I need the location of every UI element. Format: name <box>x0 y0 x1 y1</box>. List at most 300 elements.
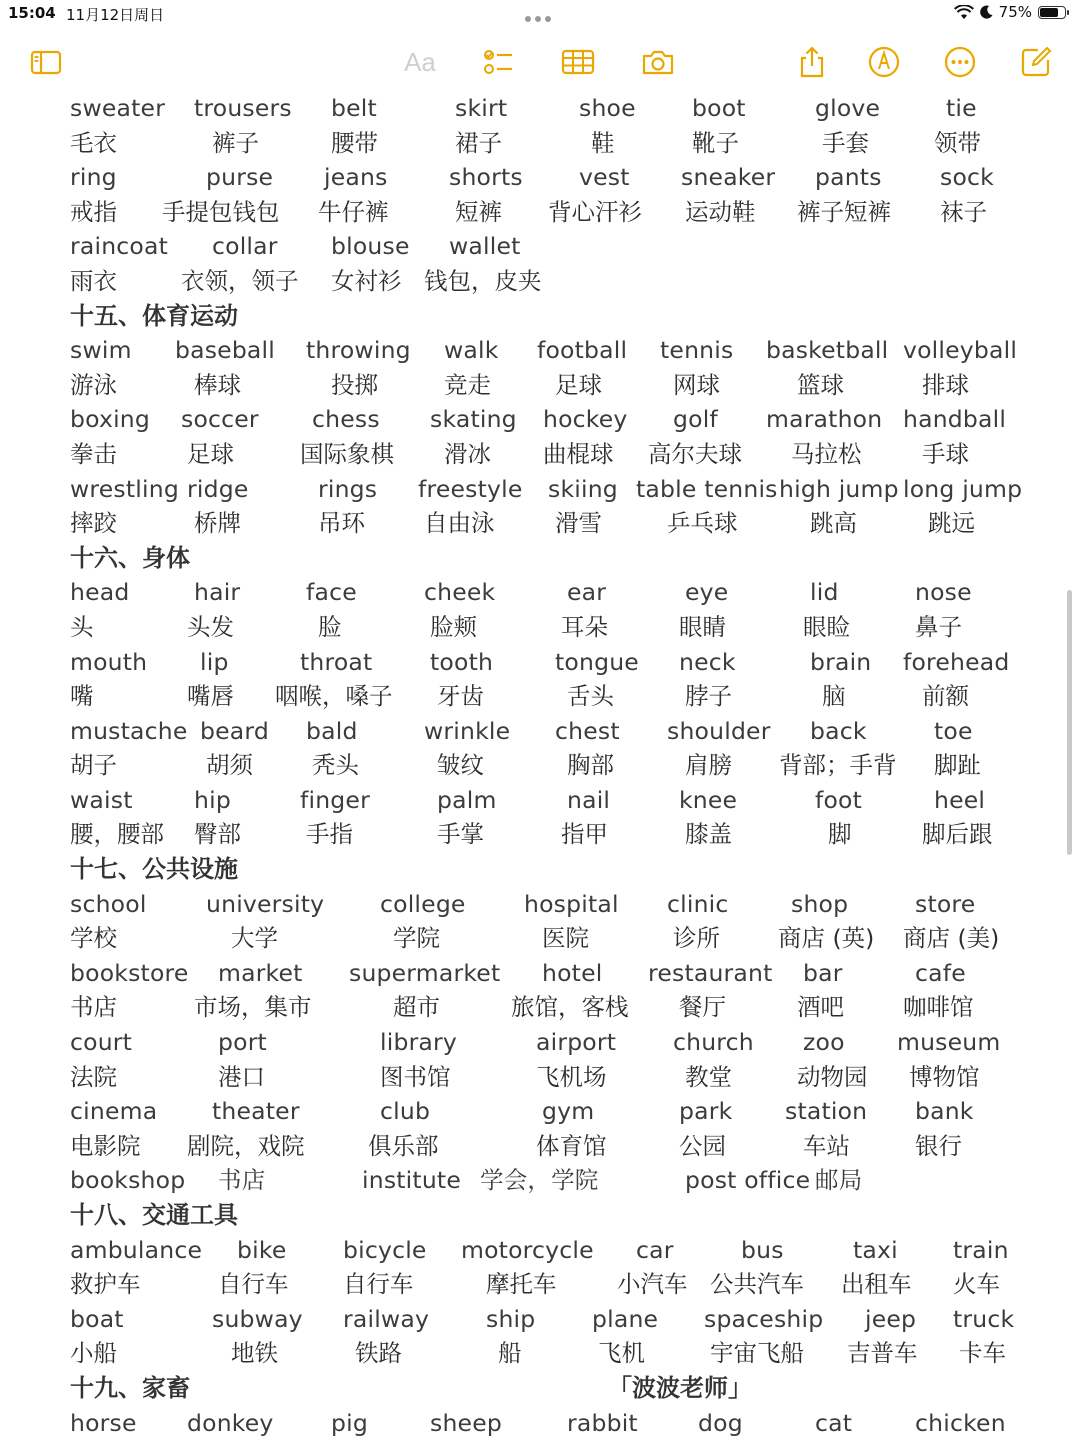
word-en: pants <box>815 163 882 192</box>
word-zh: 腰，腰部 <box>70 820 164 849</box>
section-title: 十八、交通工具 <box>70 1201 238 1229</box>
word-en: park <box>679 1097 733 1126</box>
word-zh: 市场，集市 <box>194 993 312 1022</box>
word-en: lid <box>810 578 839 607</box>
word-zh: 皱纹 <box>437 751 484 780</box>
vocab-row-en <box>0 714 1060 749</box>
word-en: volleyball <box>903 336 1018 365</box>
word-zh: 裤子短裤 <box>797 197 891 226</box>
vocab-row-en <box>0 333 1060 368</box>
word-en: eye <box>685 578 729 607</box>
word-zh: 膝盖 <box>685 820 732 849</box>
word-en: hockey <box>543 405 628 434</box>
word-en: blouse <box>331 232 410 261</box>
vocab-row-zh <box>0 1267 1060 1302</box>
word-en: club <box>380 1097 431 1126</box>
word-zh: 餐厅 <box>679 993 726 1022</box>
vocab-row-zh <box>0 679 1060 714</box>
word-en: cat <box>815 1408 853 1437</box>
word-en: port <box>218 1028 267 1057</box>
word-zh: 图书馆 <box>380 1062 451 1091</box>
word-en: railway <box>343 1304 430 1333</box>
word-zh: 雨衣 <box>70 266 117 295</box>
word-en: court <box>70 1028 133 1057</box>
word-zh: 裙子 <box>455 128 502 157</box>
word-en: marathon <box>766 405 883 434</box>
word-en: skiing <box>548 474 618 503</box>
vocab-row-en <box>0 472 1060 507</box>
word-en: knee <box>679 785 738 814</box>
word-en: airport <box>536 1028 617 1057</box>
word-en: high jump <box>779 474 899 503</box>
markup-pen-icon[interactable] <box>864 42 904 82</box>
word-en: college <box>380 889 466 918</box>
word-zh: 自由泳 <box>424 509 495 538</box>
vocab-row-en <box>0 229 1060 264</box>
word-zh: 小船 <box>70 1339 117 1368</box>
word-en: museum <box>897 1028 1001 1057</box>
word-en: collar <box>212 232 278 261</box>
word-zh: 女衬衫 <box>331 266 402 295</box>
word-en: wallet <box>449 232 521 261</box>
word-zh: 学会，学院 <box>480 1166 599 1195</box>
word-en: trousers <box>194 94 292 122</box>
word-zh: 投掷 <box>331 370 378 399</box>
word-zh: 银行 <box>915 1131 962 1160</box>
word-en: subway <box>212 1304 303 1333</box>
word-zh: 自行车 <box>218 1270 289 1299</box>
word-en: sweater <box>70 94 166 122</box>
word-en: glove <box>815 94 881 122</box>
word-en: theater <box>212 1097 300 1126</box>
word-en: truck <box>953 1304 1015 1333</box>
word-en: rings <box>318 474 378 503</box>
word-zh: 牙齿 <box>437 682 484 711</box>
word-zh: 短裤 <box>455 197 502 226</box>
word-en: gym <box>542 1097 595 1126</box>
watermark-text: 「波波老师」 <box>608 1373 752 1402</box>
word-en: donkey <box>187 1408 274 1437</box>
word-zh: 博物馆 <box>909 1062 980 1091</box>
word-zh: 眼睛 <box>679 612 726 641</box>
word-en: mouth <box>70 647 148 676</box>
word-zh: 乒乓球 <box>667 509 738 538</box>
section-heading-livestock <box>0 1371 1060 1406</box>
word-en: hip <box>194 785 231 814</box>
section-heading-body <box>0 541 1060 576</box>
word-zh: 商店 (美) <box>903 924 1000 953</box>
word-en: wrinkle <box>424 716 511 745</box>
word-en: shoe <box>579 94 636 122</box>
word-en: cafe <box>915 958 966 987</box>
word-en: beard <box>200 716 269 745</box>
word-zh: 电影院 <box>70 1131 141 1160</box>
format-text-button[interactable]: Aa <box>404 46 436 77</box>
word-en: swim <box>70 336 132 365</box>
vocab-row-zh <box>0 990 1060 1025</box>
vocab-row-zh <box>0 921 1060 956</box>
word-zh: 臀部 <box>194 820 241 849</box>
word-en: walk <box>444 336 499 365</box>
word-zh: 手球 <box>922 439 969 468</box>
word-en: boot <box>692 94 746 122</box>
vocab-row-en <box>0 783 1060 818</box>
word-en: lip <box>200 647 229 676</box>
word-en: head <box>70 578 130 607</box>
vocab-row-zh <box>0 748 1060 783</box>
word-zh: 书店 <box>70 993 117 1022</box>
word-en: ridge <box>187 474 249 503</box>
vocab-row-en <box>0 402 1060 437</box>
word-zh: 教堂 <box>685 1062 732 1091</box>
word-zh: 酒吧 <box>797 993 844 1022</box>
word-en: bar <box>803 958 843 987</box>
word-zh: 钱包，皮夹 <box>424 266 542 295</box>
word-en: chicken <box>915 1408 1006 1437</box>
word-en: ring <box>70 163 117 192</box>
word-zh: 袜子 <box>940 197 987 226</box>
vocab-row-zh <box>0 437 1060 472</box>
camera-icon[interactable] <box>638 42 678 82</box>
word-en: foot <box>815 785 863 814</box>
word-zh: 吊环 <box>318 509 365 538</box>
word-zh: 曲棍球 <box>543 439 614 468</box>
word-zh: 咖啡馆 <box>903 993 974 1022</box>
word-zh: 咽喉，嗓子 <box>275 682 393 711</box>
vocab-row-zh <box>0 126 1060 161</box>
word-zh: 手提包钱包 <box>162 197 280 226</box>
word-en: shop <box>791 889 849 918</box>
word-en: finger <box>300 785 370 814</box>
word-en: train <box>953 1235 1009 1264</box>
word-zh: 车站 <box>803 1131 850 1160</box>
word-en: tie <box>946 94 977 122</box>
status-time: 15:04 <box>8 4 56 22</box>
wifi-icon <box>954 5 974 20</box>
word-zh: 嘴唇 <box>187 682 234 711</box>
word-en: jeep <box>865 1304 917 1333</box>
word-en: bike <box>237 1235 287 1264</box>
word-zh: 宇宙飞船 <box>710 1339 804 1368</box>
word-en: tongue <box>555 647 639 676</box>
word-zh: 胡子 <box>70 751 117 780</box>
word-en: bank <box>915 1097 974 1126</box>
word-en: baseball <box>175 336 275 365</box>
word-en: store <box>915 889 976 918</box>
word-zh: 铁路 <box>355 1339 402 1368</box>
word-en: clinic <box>667 889 729 918</box>
notes-toolbar <box>0 36 1080 86</box>
status-date: 11月12日周日 <box>66 6 165 24</box>
word-en: brain <box>810 647 872 676</box>
word-en: wrestling <box>70 474 179 503</box>
word-zh: 舌头 <box>567 682 614 711</box>
word-en: neck <box>679 647 736 676</box>
word-en: mustache <box>70 716 188 745</box>
section-title: 十五、体育运动 <box>70 301 238 330</box>
word-zh: 篮球 <box>797 370 844 399</box>
word-en: freestyle <box>418 474 523 503</box>
status-bar <box>0 0 1080 28</box>
word-zh: 手掌 <box>437 820 484 849</box>
word-zh: 脸 <box>318 612 342 641</box>
word-zh: 火车 <box>953 1270 1000 1299</box>
word-en: boat <box>70 1304 124 1333</box>
word-en: pig <box>331 1408 368 1437</box>
vocab-row-zh <box>0 264 1060 299</box>
word-en: heel <box>934 785 986 814</box>
word-zh: 脖子 <box>685 682 732 711</box>
vocab-row-zh <box>0 817 1060 852</box>
word-zh: 拳击 <box>70 439 117 468</box>
word-en: supermarket <box>349 958 501 987</box>
word-zh: 毛衣 <box>70 128 117 157</box>
word-zh: 牛仔裤 <box>318 197 389 226</box>
word-en: bookshop <box>70 1166 186 1195</box>
word-en: forehead <box>903 647 1010 676</box>
word-zh: 脸颊 <box>430 612 477 641</box>
word-en: horse <box>70 1408 137 1437</box>
word-zh: 商店 (英) <box>778 924 875 953</box>
vocab-row-en <box>0 1233 1060 1268</box>
battery-level <box>1040 8 1058 17</box>
word-zh: 前额 <box>922 682 969 711</box>
word-en: cheek <box>424 578 496 607</box>
share-icon[interactable] <box>792 42 832 82</box>
word-zh: 眼睑 <box>803 612 850 641</box>
battery-icon <box>1038 6 1066 19</box>
word-zh: 头 <box>70 612 94 641</box>
more-options-icon[interactable] <box>940 42 980 82</box>
word-en: market <box>218 958 303 987</box>
word-zh: 排球 <box>922 370 969 399</box>
vocab-row-en <box>0 645 1060 680</box>
word-en: handball <box>903 405 1007 434</box>
note-body[interactable] <box>0 91 1060 1440</box>
word-en: golf <box>673 405 718 434</box>
word-en: spaceship <box>704 1304 824 1333</box>
word-en: skating <box>430 405 517 434</box>
word-zh: 剧院，戏院 <box>187 1131 305 1160</box>
sidebar-toggle-icon[interactable] <box>26 42 66 82</box>
word-en: boxing <box>70 405 151 434</box>
word-en: church <box>673 1028 754 1057</box>
word-zh: 足球 <box>555 370 602 399</box>
vocab-row-en <box>0 160 1060 195</box>
word-en: cinema <box>70 1097 158 1126</box>
word-en: library <box>380 1028 458 1057</box>
word-en: dog <box>698 1408 743 1437</box>
word-zh: 指甲 <box>561 820 608 849</box>
word-en: throwing <box>306 336 411 365</box>
word-zh: 卡车 <box>959 1339 1006 1368</box>
word-zh: 马拉松 <box>791 439 862 468</box>
word-zh: 国际象棋 <box>300 439 394 468</box>
word-en: station <box>785 1097 868 1126</box>
vocab-row-en <box>0 575 1060 610</box>
word-zh: 地铁 <box>231 1339 278 1368</box>
word-zh: 衣领，领子 <box>181 266 299 295</box>
word-en: sheep <box>430 1408 502 1437</box>
battery-percent: 75% <box>998 3 1032 21</box>
word-zh: 肩膀 <box>685 751 732 780</box>
vocab-row-zh <box>0 506 1060 541</box>
word-zh: 旅馆，客栈 <box>511 993 629 1022</box>
vocab-row-en <box>0 1025 1060 1060</box>
word-zh: 公园 <box>679 1131 726 1160</box>
word-zh: 脑 <box>822 682 846 711</box>
word-en: taxi <box>853 1235 898 1264</box>
word-en: tennis <box>660 336 734 365</box>
word-en: hair <box>194 578 241 607</box>
word-zh: 自行车 <box>343 1270 414 1299</box>
multitasking-dots[interactable] <box>523 8 553 26</box>
word-en: throat <box>300 647 373 676</box>
vocab-row-zh <box>0 1129 1060 1164</box>
word-zh: 领带 <box>934 128 981 157</box>
word-en: school <box>70 889 147 918</box>
word-en: institute <box>362 1166 461 1195</box>
word-zh: 书店 <box>218 1166 266 1195</box>
compose-note-icon[interactable] <box>1016 42 1056 82</box>
word-en: shoulder <box>667 716 771 745</box>
word-en: tooth <box>430 647 494 676</box>
word-en: ambulance <box>70 1235 203 1264</box>
word-zh: 学校 <box>70 924 117 953</box>
word-en: bald <box>306 716 358 745</box>
word-en: university <box>206 889 325 918</box>
word-en: shorts <box>449 163 523 192</box>
vocab-row-zh <box>0 610 1060 645</box>
moon-icon <box>980 5 993 19</box>
word-zh: 胸部 <box>567 751 614 780</box>
word-zh: 耳朵 <box>561 612 608 641</box>
word-zh: 法院 <box>70 1062 117 1091</box>
word-en: waist <box>70 785 133 814</box>
word-en: table tennis <box>636 474 778 503</box>
word-zh: 超市 <box>393 993 440 1022</box>
vocab-row-en <box>0 1406 1060 1440</box>
word-zh: 出租车 <box>841 1270 912 1299</box>
vocab-row-en <box>0 956 1060 991</box>
word-en: chess <box>312 405 380 434</box>
word-en: restaurant <box>648 958 773 987</box>
vocab-row-zh <box>0 195 1060 230</box>
word-zh: 吉普车 <box>847 1339 918 1368</box>
word-zh: 诊所 <box>673 924 720 953</box>
word-zh: 秃头 <box>312 751 359 780</box>
word-zh: 医院 <box>542 924 589 953</box>
word-zh: 公共汽车 <box>710 1270 804 1299</box>
word-zh: 动物园 <box>797 1062 868 1091</box>
word-zh: 滑冰 <box>444 439 491 468</box>
word-en: zoo <box>803 1028 845 1057</box>
section-title: 十九、家畜 <box>70 1373 190 1402</box>
word-zh: 背心汗衫 <box>548 197 642 226</box>
word-en: post office <box>685 1166 811 1195</box>
word-en: jeans <box>324 163 388 192</box>
word-zh: 船 <box>498 1339 522 1368</box>
word-zh: 邮局 <box>815 1166 863 1195</box>
word-en: bookstore <box>70 958 189 987</box>
word-zh: 鼻子 <box>915 612 962 641</box>
word-en: purse <box>206 163 274 192</box>
word-zh: 手套 <box>822 128 869 157</box>
word-zh: 脚趾 <box>934 751 981 780</box>
section-title: 十六、身体 <box>70 543 190 572</box>
word-zh: 脚 <box>828 820 852 849</box>
word-zh: 脚后跟 <box>922 820 993 849</box>
word-zh: 飞机 <box>598 1339 645 1368</box>
table-icon[interactable] <box>558 42 598 82</box>
vertical-scrollbar[interactable] <box>1067 590 1072 855</box>
word-zh: 头发 <box>187 612 234 641</box>
word-zh: 手指 <box>306 820 353 849</box>
vocab-row-zh <box>0 368 1060 403</box>
word-zh: 运动鞋 <box>685 197 756 226</box>
checklist-icon[interactable] <box>478 42 518 82</box>
word-en: skirt <box>455 94 508 122</box>
vocab-row-mixed <box>0 1163 1060 1198</box>
word-zh: 大学 <box>231 924 278 953</box>
word-zh: 摩托车 <box>486 1270 557 1299</box>
word-en: toe <box>934 716 973 745</box>
word-zh: 小汽车 <box>617 1270 688 1299</box>
word-zh: 滑雪 <box>555 509 602 538</box>
word-zh: 竞走 <box>444 370 491 399</box>
word-zh: 背部；手背 <box>779 751 897 780</box>
word-en: ship <box>486 1304 536 1333</box>
word-zh: 摔跤 <box>70 509 117 538</box>
word-en: bicycle <box>343 1235 427 1264</box>
word-en: long jump <box>903 474 1023 503</box>
word-en: raincoat <box>70 232 168 261</box>
word-en: nail <box>567 785 611 814</box>
word-en: motorcycle <box>461 1235 594 1264</box>
word-en: bus <box>741 1235 784 1264</box>
word-en: chest <box>555 716 620 745</box>
word-zh: 桥牌 <box>194 509 241 538</box>
word-zh: 戒指 <box>70 197 117 226</box>
vocab-row-zh <box>0 1060 1060 1095</box>
word-zh: 港口 <box>218 1062 265 1091</box>
word-zh: 游泳 <box>70 370 117 399</box>
vocab-row-en <box>0 887 1060 922</box>
vocab-row-en <box>0 1094 1060 1129</box>
word-en: soccer <box>181 405 259 434</box>
section-title: 十七、公共设施 <box>70 855 238 884</box>
word-zh: 救护车 <box>70 1270 141 1299</box>
vocab-row-en <box>0 1302 1060 1337</box>
word-zh: 俱乐部 <box>368 1131 439 1160</box>
word-zh: 靴子 <box>692 128 739 157</box>
word-en: football <box>537 336 628 365</box>
word-zh: 鞋 <box>591 128 615 157</box>
word-zh: 腰带 <box>331 128 378 157</box>
word-zh: 飞机场 <box>536 1062 607 1091</box>
word-zh: 网球 <box>673 370 720 399</box>
section-heading-sports <box>0 299 1060 334</box>
vocab-row-zh <box>0 1336 1060 1371</box>
word-zh: 高尔夫球 <box>648 439 742 468</box>
word-en: rabbit <box>567 1408 638 1437</box>
word-en: vest <box>579 163 630 192</box>
word-zh: 体育馆 <box>536 1131 607 1160</box>
word-en: plane <box>592 1304 659 1333</box>
word-en: hotel <box>542 958 603 987</box>
word-zh: 胡须 <box>206 751 253 780</box>
word-zh: 足球 <box>187 439 234 468</box>
